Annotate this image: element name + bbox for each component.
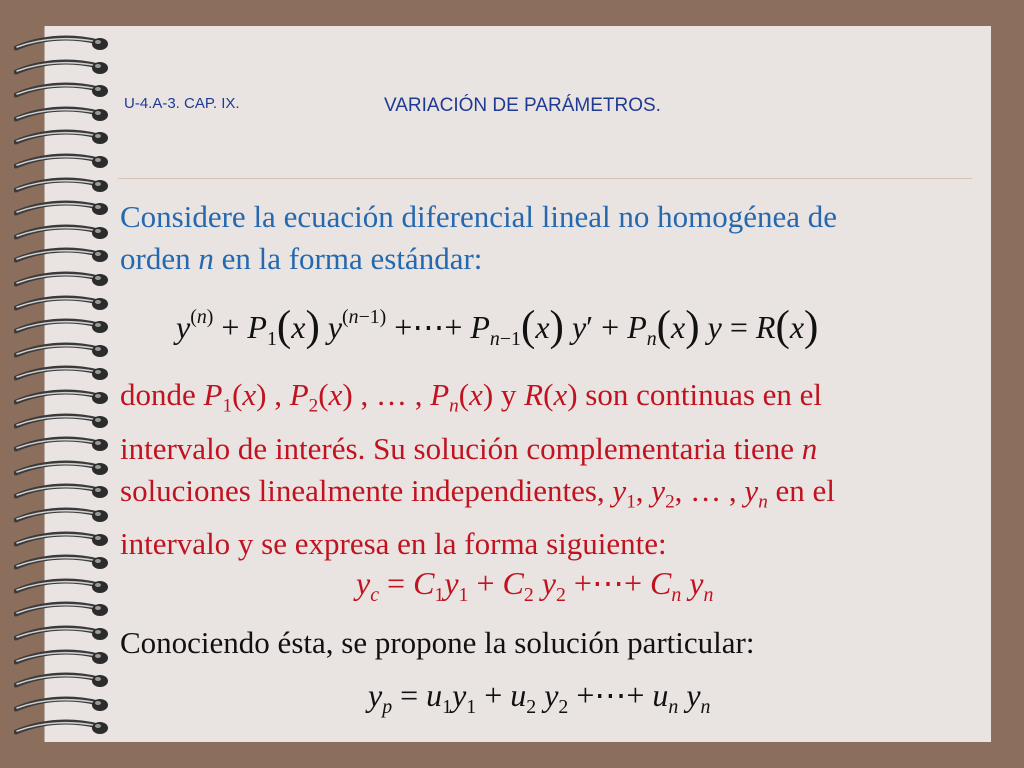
spiral-ring: [14, 294, 110, 314]
slide-code: U-4.A-3. CAP. IX.: [124, 95, 240, 112]
spiral-ring: [14, 317, 110, 337]
intro-line-1: Considere la ecuación diferencial lineal no homogénea de: [120, 199, 837, 234]
particular-intro: Conociendo ésta, se propone la solución particular:: [120, 625, 755, 660]
spiral-ring: [14, 506, 110, 526]
spiral-ring: [14, 435, 110, 455]
spiral-ring: [14, 152, 110, 172]
intro-line-2b: en la forma estándar:: [213, 241, 483, 276]
spiral-ring: [14, 600, 110, 620]
spiral-ring: [14, 128, 110, 148]
header-divider: [118, 178, 972, 179]
spiral-ring: [14, 718, 110, 738]
complementary-equation: $y_c = C_1y_1 + C_2$ $y_2$ +⋯+ $C_n$ $y_n$: [356, 565, 714, 606]
spiral-binding: [14, 26, 114, 742]
spiral-ring: [14, 695, 110, 715]
spiral-ring: [14, 270, 110, 290]
particular-equation: $y_p = u_1y_1 + u_2$ $y_2$ +⋯+ $u_n$ $y_n$: [368, 677, 711, 718]
spiral-ring: [14, 553, 110, 573]
slide-title: VARIACIÓN DE PARÁMETROS.: [384, 95, 661, 116]
spiral-ring: [14, 223, 110, 243]
intro-paragraph: [120, 196, 837, 280]
spiral-ring: [14, 364, 110, 384]
spiral-ring: [14, 246, 110, 266]
spiral-ring: [14, 105, 110, 125]
spiral-ring: [14, 648, 110, 668]
spiral-ring: [14, 530, 110, 550]
spiral-ring: [14, 482, 110, 502]
spiral-ring: [14, 341, 110, 361]
spiral-ring: [14, 58, 110, 78]
main-equation: $y^{(n)} + P_1(x)$ $y^{(n-1)}$ +⋯+ $P_{n-1}(x) y' + P_n(x) y = R(x)$: [176, 303, 819, 350]
spiral-ring: [14, 624, 110, 644]
spiral-ring: [14, 671, 110, 691]
spiral-ring: [14, 459, 110, 479]
intro-line-2a: orden: [120, 241, 199, 276]
spiral-ring: [14, 388, 110, 408]
intro-n: n: [198, 241, 214, 276]
conditions-paragraph: donde $P_1(x)$ , $P_2(x)$ , … , $P_n(x)$ y R(x) son continuas en el intervalo de interés. Su solución complementaria tiene n soluciones linealmente independientes, $y_1$, $y_2$, … , $y_n$ en el intervalo y se expresa en la forma siguiente:: [120, 377, 835, 562]
spiral-ring: [14, 577, 110, 597]
spiral-ring: [14, 176, 110, 196]
spiral-ring: [14, 412, 110, 432]
spiral-ring: [14, 81, 110, 101]
spiral-ring: [14, 199, 110, 219]
spiral-ring: [14, 34, 110, 54]
